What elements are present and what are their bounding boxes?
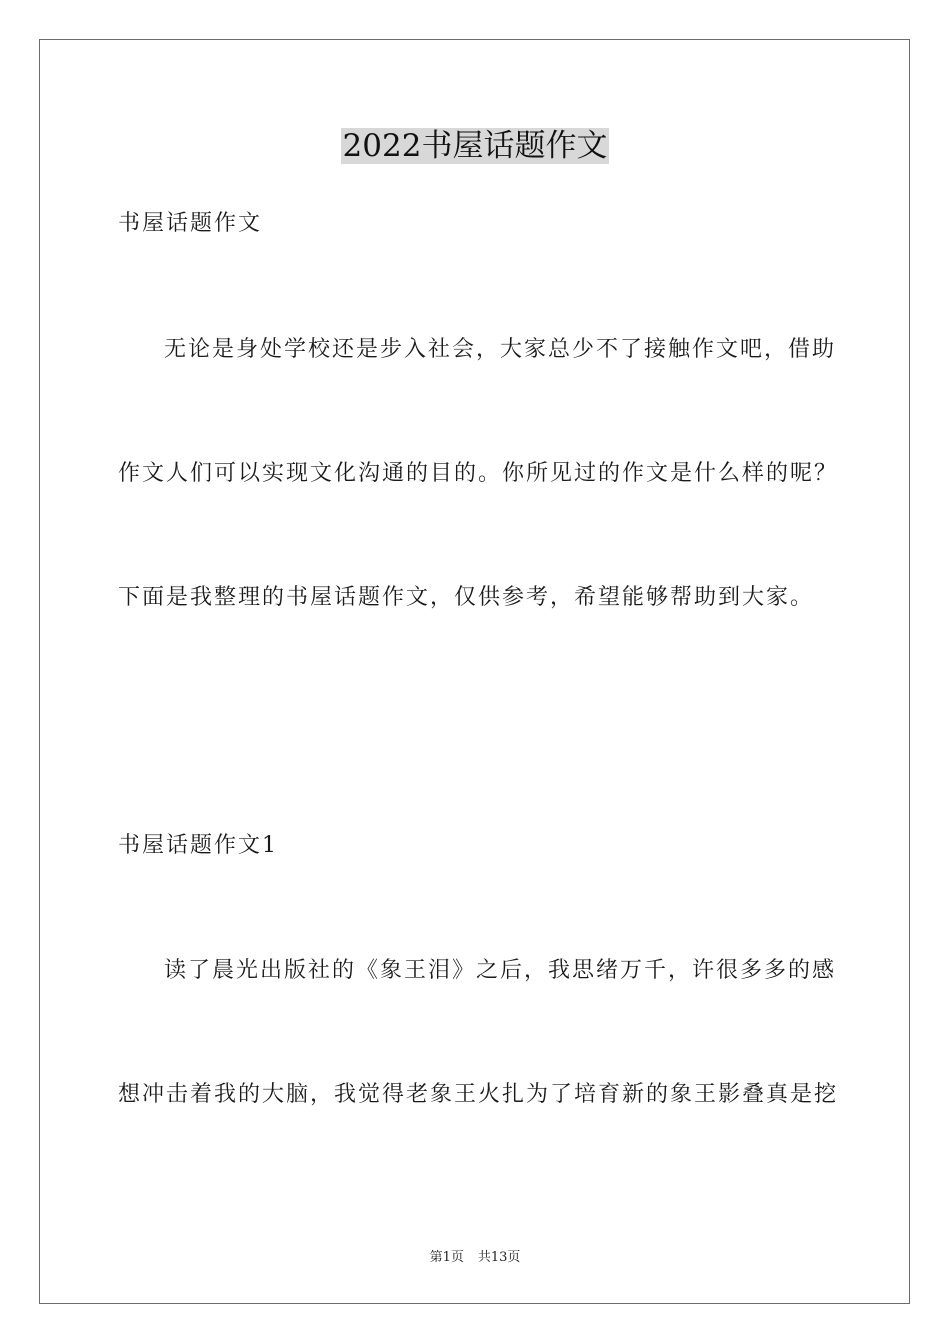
section-heading: 书屋话题作文1	[118, 833, 278, 858]
paragraph-line: 无论是身处学校还是步入社会，大家总少不了接触作文吧，借助	[164, 337, 837, 362]
subtitle-line: 书屋话题作文	[118, 211, 263, 236]
page-number: 第1页	[429, 1250, 464, 1265]
document-title	[0, 124, 950, 168]
paragraph-line: 作文人们可以实现文化沟通的目的。你所见过的作文是什么样的呢？	[118, 461, 839, 486]
page-footer	[0, 1246, 950, 1265]
page-total: 共13页	[477, 1250, 521, 1265]
paragraph-line: 想冲击着我的大脑，我觉得老象王火扎为了培育新的象王影叠真是挖	[118, 1082, 839, 1107]
paragraph-line: 下面是我整理的书屋话题作文，仅供参考，希望能够帮助到大家。	[118, 585, 815, 610]
title-text: 2022书屋话题作文	[342, 128, 608, 164]
paragraph-line: 读了晨光出版社的《象王泪》之后，我思绪万千，许很多多的感	[164, 958, 837, 983]
